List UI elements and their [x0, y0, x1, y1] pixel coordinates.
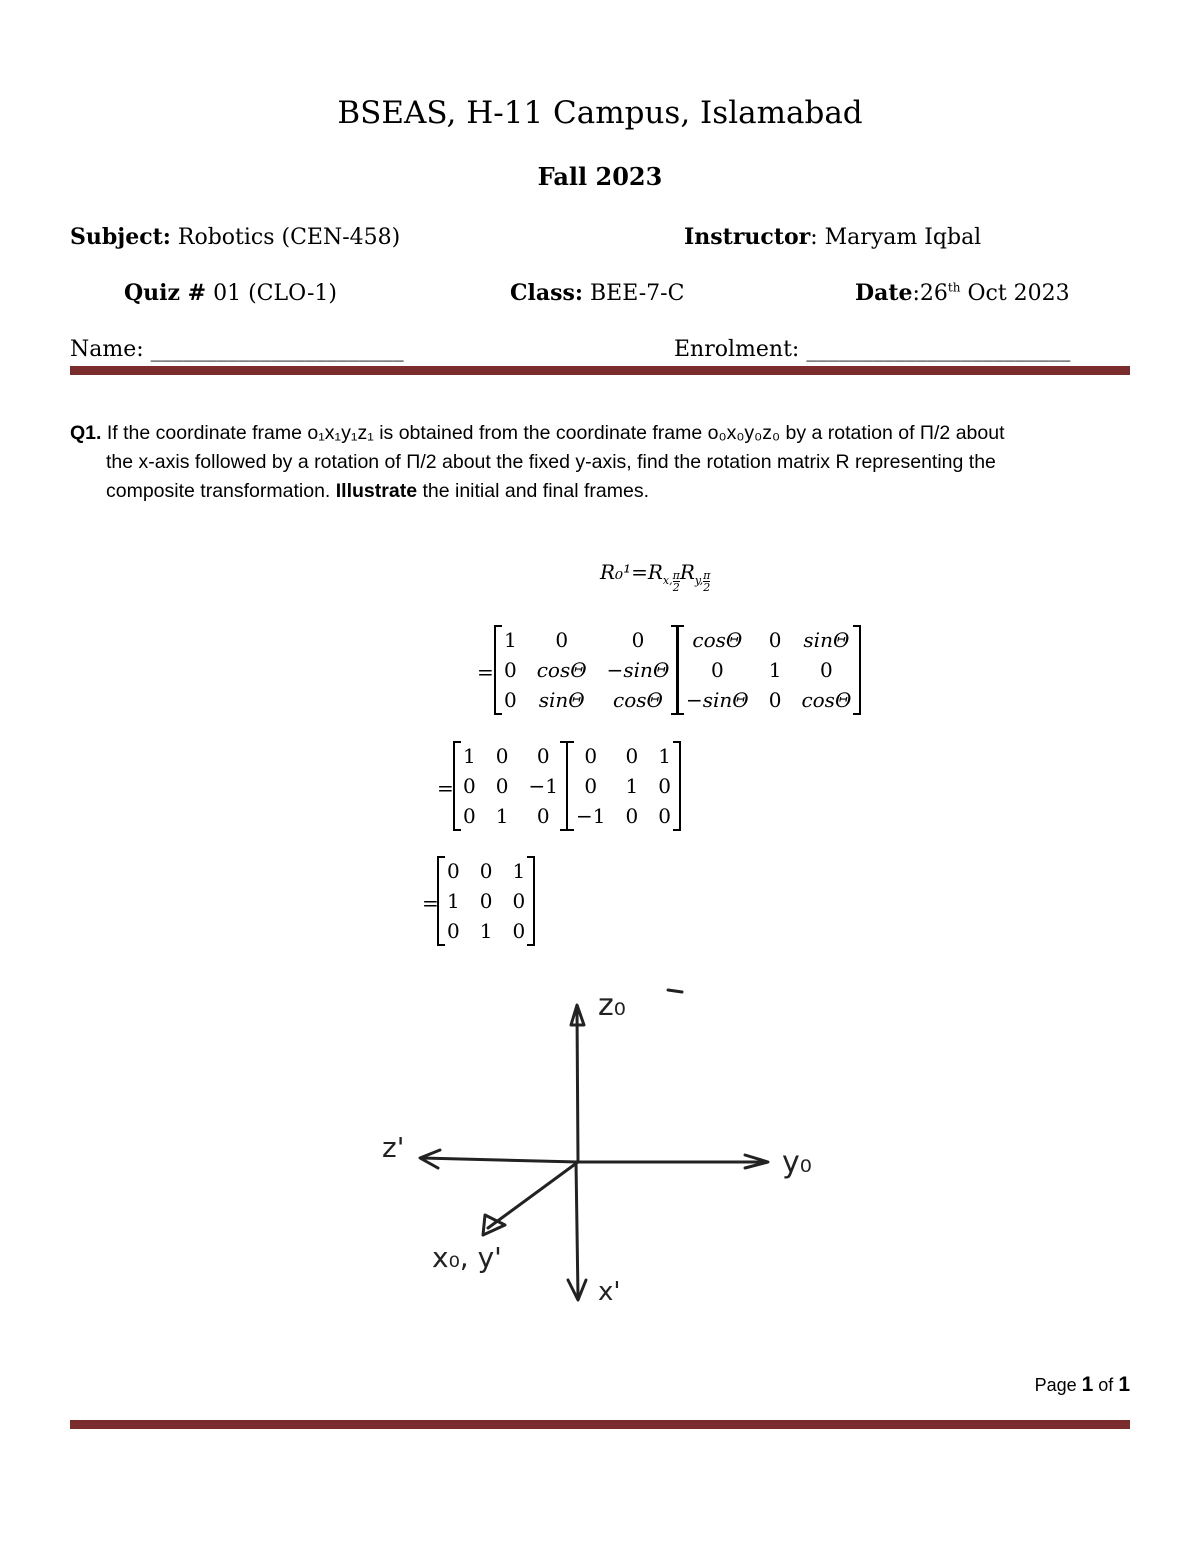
matrix-cell: 0 — [631, 628, 645, 652]
date-day: :26 — [912, 281, 948, 306]
matrix-cell: 0 — [768, 628, 782, 652]
matrix-cell: 0 — [625, 804, 639, 828]
matrix-cell: 1 — [768, 658, 782, 682]
matrix-cell: 0 — [658, 774, 671, 798]
label-x0-y1: x₀, y' — [432, 1241, 502, 1274]
question-line-1 — [70, 422, 1005, 445]
matrix-cell: 0 — [479, 889, 493, 913]
class-label: Class: — [510, 280, 584, 306]
date-rest: Oct 2023 — [960, 281, 1070, 306]
instructor-value: : Maryam Iqbal — [810, 225, 982, 250]
matrix-cell: 0 — [710, 658, 724, 682]
formula-lhs: R₀¹=R — [600, 560, 663, 584]
x0-axis — [488, 1162, 578, 1228]
matrix-cell: 0 — [512, 919, 526, 943]
matrix-cell: 0 — [447, 919, 460, 943]
question-line-3 — [106, 480, 649, 503]
matrix-cell: 0 — [463, 774, 476, 798]
matrix-cell: 0 — [658, 804, 671, 828]
institution-title: BSEAS, H-11 Campus, Islamabad — [337, 95, 863, 131]
matrix-cell: cosΘ — [613, 688, 663, 712]
header-divider — [70, 366, 1130, 375]
matrix-bracket-right — [853, 625, 861, 715]
quiz-line — [124, 280, 337, 306]
matrix-cell: −sinΘ — [686, 688, 749, 712]
matrix-cell: sinΘ — [803, 628, 850, 652]
matrix-cell: cosΘ — [692, 628, 743, 652]
matrix-cell: −1 — [576, 804, 606, 828]
matrix-cell: 0 — [584, 774, 598, 798]
equals-2: = — [437, 776, 454, 800]
formula-frac-num-2: π — [703, 568, 711, 582]
matrix-result — [437, 856, 535, 946]
matrix-cell: 0 — [463, 804, 476, 828]
formula-sub-y: y, π 2 — [694, 568, 711, 594]
label-z1: z' — [382, 1131, 405, 1164]
label-z0: z₀ — [598, 988, 626, 1023]
matrix-cell: 0 — [820, 658, 833, 682]
label-x1: x' — [598, 1277, 621, 1307]
matrix-cell: cosΘ — [801, 688, 852, 712]
term-title: Fall 2023 — [537, 162, 663, 191]
page-number — [1035, 1373, 1130, 1397]
quiz-label: Quiz # — [124, 280, 207, 306]
matrix-cell: 1 — [625, 774, 639, 798]
frame-sketch — [340, 975, 840, 1325]
matrix-bracket-left — [676, 625, 684, 715]
matrix-cell: 0 — [495, 774, 509, 798]
question-text-3a: composite transformation. — [106, 480, 336, 502]
matrix-cell: 0 — [495, 744, 509, 768]
matrix-ry-numeric — [566, 741, 681, 831]
footer-divider — [70, 1420, 1130, 1429]
date-label: Date — [855, 280, 913, 306]
label-y0: y₀ — [782, 1145, 812, 1180]
matrix-cell: 1 — [512, 859, 526, 883]
matrix-bracket-left — [566, 741, 574, 831]
matrix-cell: 0 — [536, 744, 550, 768]
rotation-formula — [600, 560, 710, 593]
matrix-bracket-left — [437, 856, 445, 946]
matrix-cell: 0 — [625, 744, 639, 768]
subject-line — [70, 224, 400, 250]
date-line — [855, 280, 1070, 306]
matrix-cell: 1 — [504, 628, 517, 652]
matrix-cell: cosΘ — [536, 658, 587, 682]
instructor-line — [684, 224, 981, 250]
stray-mark — [668, 990, 682, 992]
matrix-bracket-left — [494, 625, 502, 715]
formula-sub-x: x, π 2 — [662, 568, 680, 594]
page-total: 1 — [1118, 1373, 1130, 1396]
matrix-cell: 0 — [447, 859, 460, 883]
matrix-rx-numeric — [453, 741, 568, 831]
formula-frac-den-1: 2 — [672, 580, 680, 594]
matrix-cell: 0 — [504, 658, 517, 682]
matrix-cell: 0 — [512, 889, 526, 913]
formula-frac-den-2: 2 — [703, 580, 711, 594]
matrix-cell: 1 — [463, 744, 476, 768]
question-text-3c: the initial and final frames. — [417, 480, 649, 502]
matrix-bracket-left — [453, 741, 461, 831]
class-line — [510, 280, 684, 306]
formula-frac-num-1: π — [672, 568, 680, 582]
z0-axis — [577, 1010, 578, 1162]
instructor-label: Instructor — [684, 224, 811, 250]
subject-value: Robotics (CEN-458) — [170, 225, 401, 250]
matrix-bracket-right — [527, 856, 535, 946]
matrix-cell: 0 — [504, 688, 517, 712]
matrix-bracket-right — [673, 741, 681, 831]
page-current: 1 — [1081, 1373, 1094, 1396]
matrix-cell: 1 — [495, 804, 509, 828]
enrolment-field[interactable]: Enrolment: ________________________ — [674, 337, 1071, 362]
matrix-cell: −sinΘ — [606, 658, 670, 682]
formula-mid: R — [679, 560, 695, 584]
matrix-cell: 0 — [555, 628, 569, 652]
matrix-ry-general — [676, 625, 861, 715]
x1-axis — [576, 1162, 578, 1297]
quiz-value: 01 (CLO-1) — [206, 281, 337, 306]
matrix-cell: 0 — [536, 804, 550, 828]
date-sup: th — [947, 280, 961, 295]
matrix-cell: −1 — [528, 774, 558, 798]
equals-3: = — [422, 891, 439, 915]
matrix-cell: 0 — [768, 688, 782, 712]
page-of: of — [1093, 1375, 1119, 1395]
equals-1: = — [477, 660, 494, 684]
matrix-cell: 1 — [479, 919, 493, 943]
page-prefix: Page — [1034, 1375, 1082, 1395]
name-field[interactable]: Name: _______________________ — [70, 337, 404, 362]
question-illustrate: Illustrate — [335, 480, 418, 502]
matrix-cell: 0 — [584, 744, 598, 768]
class-value: BEE-7-C — [583, 281, 685, 306]
question-text-1: If the coordinate frame o₁x₁y₁z₁ is obtained from the coordinate frame o₀x₀y₀z₀ by a rotation of Π/2 about — [101, 422, 1005, 444]
matrix-cell: sinΘ — [538, 688, 585, 712]
matrix-cell: 0 — [479, 859, 493, 883]
matrix-cell: 1 — [658, 744, 671, 768]
matrix-cell: 1 — [447, 889, 460, 913]
matrix-rx-general — [494, 625, 679, 715]
question-number: Q1. — [70, 422, 102, 444]
z1-axis — [422, 1158, 578, 1162]
question-line-2: the x-axis followed by a rotation of Π/2 about the fixed y-axis, find the rotation matrix R representing the — [106, 451, 996, 473]
subject-label: Subject: — [70, 224, 171, 250]
